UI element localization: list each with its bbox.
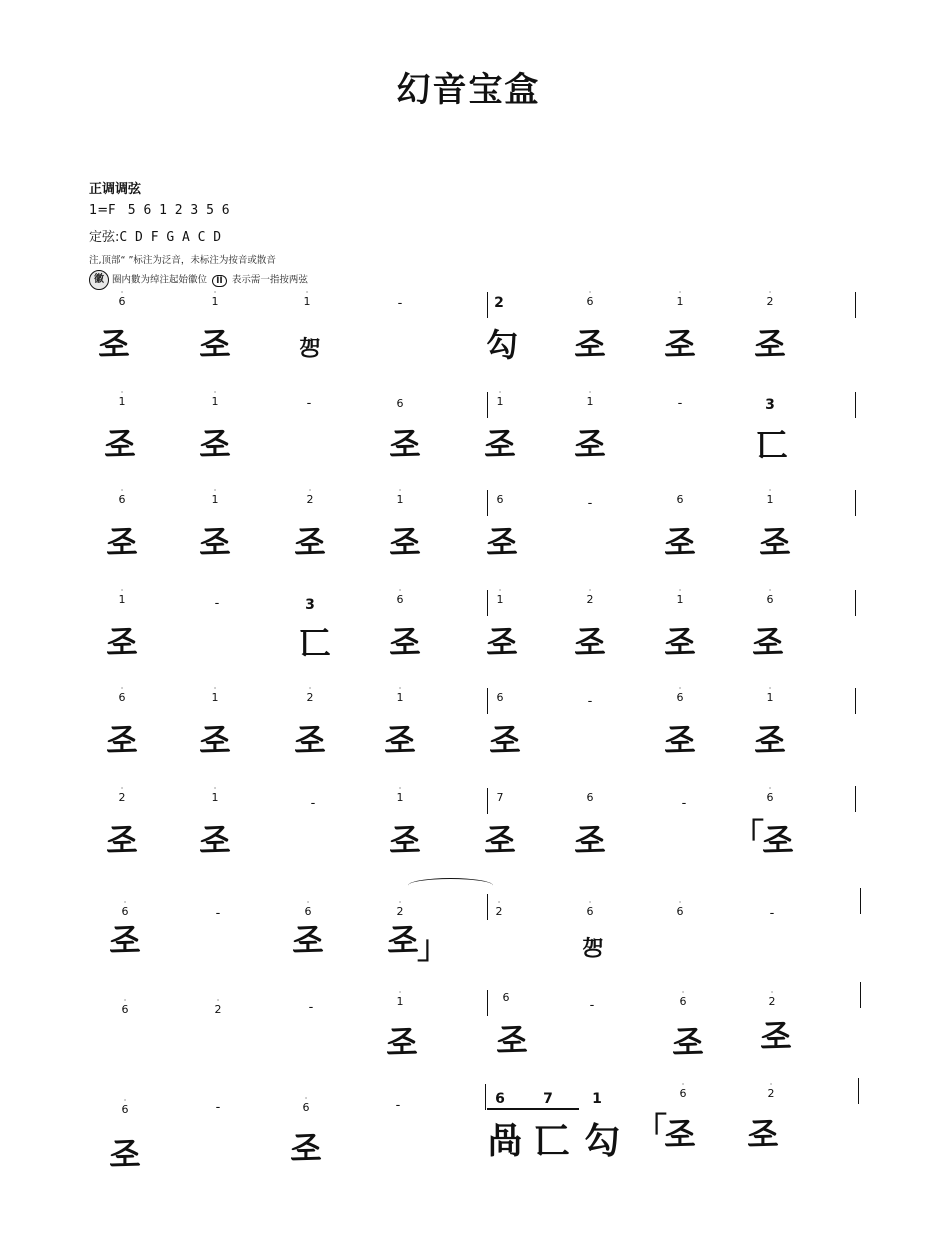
bar-line <box>855 392 856 418</box>
jianzi-glyph: 𢀖 <box>198 720 231 758</box>
bar-line <box>855 786 856 812</box>
jianzi-glyph: 𢀖 <box>495 1020 528 1058</box>
jianzi-glyph: 𢀖 <box>483 820 516 858</box>
jianzi-glyph: 𢀖 <box>108 1134 141 1172</box>
jianzi-glyph: 𢀖 <box>573 324 606 362</box>
jianzi-glyph: 𢀖 <box>105 820 138 858</box>
note-line-2a: 圈内數为绰注起始徽位 <box>112 274 208 286</box>
jianzi-glyph: 𢀖 <box>573 424 606 462</box>
jianzi-glyph: 𢀖 <box>573 622 606 660</box>
score-number: · 6 <box>396 586 404 606</box>
jianzi-glyph: 𢀖 <box>388 820 421 858</box>
score-number: · 2 <box>306 486 314 506</box>
jianzi-glyph: 𢀖 <box>671 1022 704 1060</box>
hui-badge: 徽 <box>89 270 109 290</box>
score-number: · 6 <box>304 898 312 918</box>
score-number: · 2 <box>214 996 222 1016</box>
jianzi-glyph: 𢀖 <box>761 820 794 858</box>
score-number: 6 <box>495 1091 505 1107</box>
score-number: · 2 <box>306 684 314 704</box>
score-number: 6 <box>396 397 404 410</box>
jianzi-glyph: 𢀖 <box>103 424 136 462</box>
score-number: · 2 <box>768 988 776 1008</box>
score-number: · 6 <box>118 486 126 506</box>
score-number: · 1 <box>211 388 219 408</box>
rest-dash: - <box>769 906 775 921</box>
score-number: · 6 <box>586 288 594 308</box>
rest-dash: - <box>587 496 593 511</box>
score-number: · 6 <box>676 684 684 704</box>
jianzi-glyph: 𢀖 <box>663 522 696 560</box>
score-number: · 1 <box>396 486 404 506</box>
score-number: · 2 <box>396 898 404 918</box>
bracket-open: 「 <box>731 816 764 854</box>
jianzi-glyph: 𢀖 <box>746 1114 779 1152</box>
rest-dash: - <box>397 296 403 311</box>
jianzi-glyph: 匸 <box>533 1120 570 1162</box>
jianzi-glyph: 𢀖 <box>385 1022 418 1060</box>
score-number: · 1 <box>496 388 504 408</box>
score-number: · 6 <box>121 996 129 1016</box>
score-number: 6 <box>676 493 684 506</box>
score-number: · 1 <box>396 784 404 804</box>
jianzi-glyph: 𢀖 <box>663 1114 696 1152</box>
score-number: · 6 <box>118 684 126 704</box>
jianzi-glyph: 𢀖 <box>289 1128 322 1166</box>
jianzi-glyph: 𢀖 <box>388 522 421 560</box>
jianzi-glyph: 𢀖 <box>105 720 138 758</box>
jianzi-glyph: 匸 <box>298 624 331 662</box>
jianzi-glyph: 𢀖 <box>663 324 696 362</box>
bar-line <box>860 982 861 1008</box>
score-number: · 1 <box>211 486 219 506</box>
score-number: · 1 <box>118 586 126 606</box>
jianzi-glyph: 𢀖 <box>753 720 786 758</box>
rest-dash: - <box>215 906 221 921</box>
string-pitches: C D F G A C D <box>119 230 222 245</box>
jianzi-glyph: 𢀖 <box>108 920 141 958</box>
score-number: · 1 <box>586 388 594 408</box>
jianzi-glyph: 𢀖 <box>573 820 606 858</box>
jianzi-glyph: 咼 <box>486 1120 523 1162</box>
jianzi-glyph: 𢀖 <box>198 424 231 462</box>
jianzi-glyph: 𢀖 <box>485 522 518 560</box>
jianzi-glyph: 𢀖 <box>751 622 784 660</box>
score-number: 6 <box>496 691 504 704</box>
score-number: · 6 <box>302 1094 310 1114</box>
jianzi-glyph: 𢀖 <box>485 622 518 660</box>
jianzi-glyph: 𢀖 <box>663 720 696 758</box>
score-number: 6 <box>586 791 594 804</box>
score-number: · 1 <box>766 486 774 506</box>
bracket-close: 」 <box>416 928 449 966</box>
key-signature: 1=F <box>89 203 116 218</box>
jianzi-glyph: 勾 <box>485 326 518 364</box>
rest-dash: - <box>681 796 687 811</box>
jianzi-glyph: 𢀖 <box>663 622 696 660</box>
jianzi-glyph: 𢀖 <box>753 324 786 362</box>
jianzi-glyph: 𢀖 <box>198 324 231 362</box>
jianzi-glyph: 𢀖 <box>383 720 416 758</box>
rest-dash: - <box>587 694 593 709</box>
jianzi-glyph: 㔔 <box>581 936 604 962</box>
score-number: 7 <box>543 1091 553 1107</box>
rest-dash: - <box>589 998 595 1013</box>
score-number: · 6 <box>121 1096 129 1116</box>
jianzi-glyph: 𢀖 <box>198 820 231 858</box>
score-number: 7 <box>496 791 504 804</box>
score-number: 6 <box>502 991 510 1004</box>
note-line-1: 注,顶部“ ”标注为泛音，未标注为按音或散音 <box>89 255 276 266</box>
jianzi-glyph: 𢀖 <box>293 522 326 560</box>
rest-dash: - <box>308 1000 314 1015</box>
tuning-notes: 5 6 1 2 3 5 6 <box>127 203 230 218</box>
rest-dash: - <box>306 396 312 411</box>
jianzi-glyph: 㔔 <box>298 336 321 362</box>
score-number: · 2 <box>118 784 126 804</box>
score-number: · 2 <box>495 898 503 918</box>
score-number: · 6 <box>586 898 594 918</box>
beam-underline <box>487 1108 579 1110</box>
score-number: 3 <box>765 397 775 413</box>
score-number: 2 <box>494 295 504 311</box>
score-number: · 6 <box>676 898 684 918</box>
rest-dash: - <box>395 1098 401 1113</box>
jianzi-glyph: 𢀖 <box>388 622 421 660</box>
jianzi-glyph: 𢀖 <box>97 324 130 362</box>
score-number: · 1 <box>211 784 219 804</box>
score-number: 6 <box>496 493 504 506</box>
jianzi-glyph: 𢀖 <box>105 622 138 660</box>
bar-line <box>487 990 488 1016</box>
rest-dash: - <box>310 796 316 811</box>
score-number: · 1 <box>766 684 774 704</box>
jianzi-glyph: 𢀖 <box>105 522 138 560</box>
jianzi-glyph: 𢀖 <box>483 424 516 462</box>
score-number: · 1 <box>676 288 684 308</box>
jianzi-glyph: 匸 <box>755 426 788 464</box>
score-number: 1 <box>592 1091 602 1107</box>
bar-line <box>855 292 856 318</box>
key-line <box>89 203 230 218</box>
jianzi-glyph: 𢀖 <box>291 920 324 958</box>
jianzi-glyph: 勾 <box>583 1120 620 1162</box>
score-number: · 1 <box>211 684 219 704</box>
rest-dash: - <box>677 396 683 411</box>
bar-line <box>858 1078 859 1104</box>
strings-label: 定弦: <box>89 230 120 245</box>
score-title: 幻音宝盒 <box>396 70 541 110</box>
bar-line <box>855 590 856 616</box>
score-number: · 2 <box>767 1080 775 1100</box>
strings-line <box>89 226 221 245</box>
tuning-label: 正调调弦 <box>89 182 142 197</box>
bar-line <box>860 888 861 914</box>
score-number: · 6 <box>679 988 687 1008</box>
score-number: · 1 <box>496 586 504 606</box>
score-number: · 6 <box>679 1080 687 1100</box>
score-number: · 1 <box>211 288 219 308</box>
score-number: · 6 <box>766 586 774 606</box>
one-finger-two-strings-symbol: II <box>212 275 227 287</box>
bar-line <box>855 688 856 714</box>
rest-dash: - <box>214 596 220 611</box>
note-line-2b: 表示需一指按两弦 <box>231 274 308 286</box>
score-number: · 1 <box>396 684 404 704</box>
jianzi-glyph: 𢀖 <box>758 522 791 560</box>
jianzi-glyph: 𢀖 <box>488 720 521 758</box>
score-number: · 2 <box>766 288 774 308</box>
bracket-open: 「 <box>634 1110 667 1148</box>
slur <box>408 878 493 893</box>
rest-dash: - <box>215 1100 221 1115</box>
score-number: · 6 <box>766 784 774 804</box>
jianzi-glyph: 𢀖 <box>293 720 326 758</box>
score-number: · 2 <box>586 586 594 606</box>
score-number: · 1 <box>303 288 311 308</box>
score-number: 3 <box>305 597 315 613</box>
jianzi-glyph: 𢀖 <box>386 920 419 958</box>
bar-line <box>855 490 856 516</box>
score-number: · 6 <box>121 898 129 918</box>
score-number: · 1 <box>118 388 126 408</box>
score-number: · 1 <box>396 988 404 1008</box>
note-line-2 <box>89 270 308 290</box>
jianzi-glyph: 𢀖 <box>759 1016 792 1054</box>
score-number: · 1 <box>676 586 684 606</box>
jianzi-glyph: 𢀖 <box>388 424 421 462</box>
score-number: · 6 <box>118 288 126 308</box>
jianzi-glyph: 𢀖 <box>198 522 231 560</box>
